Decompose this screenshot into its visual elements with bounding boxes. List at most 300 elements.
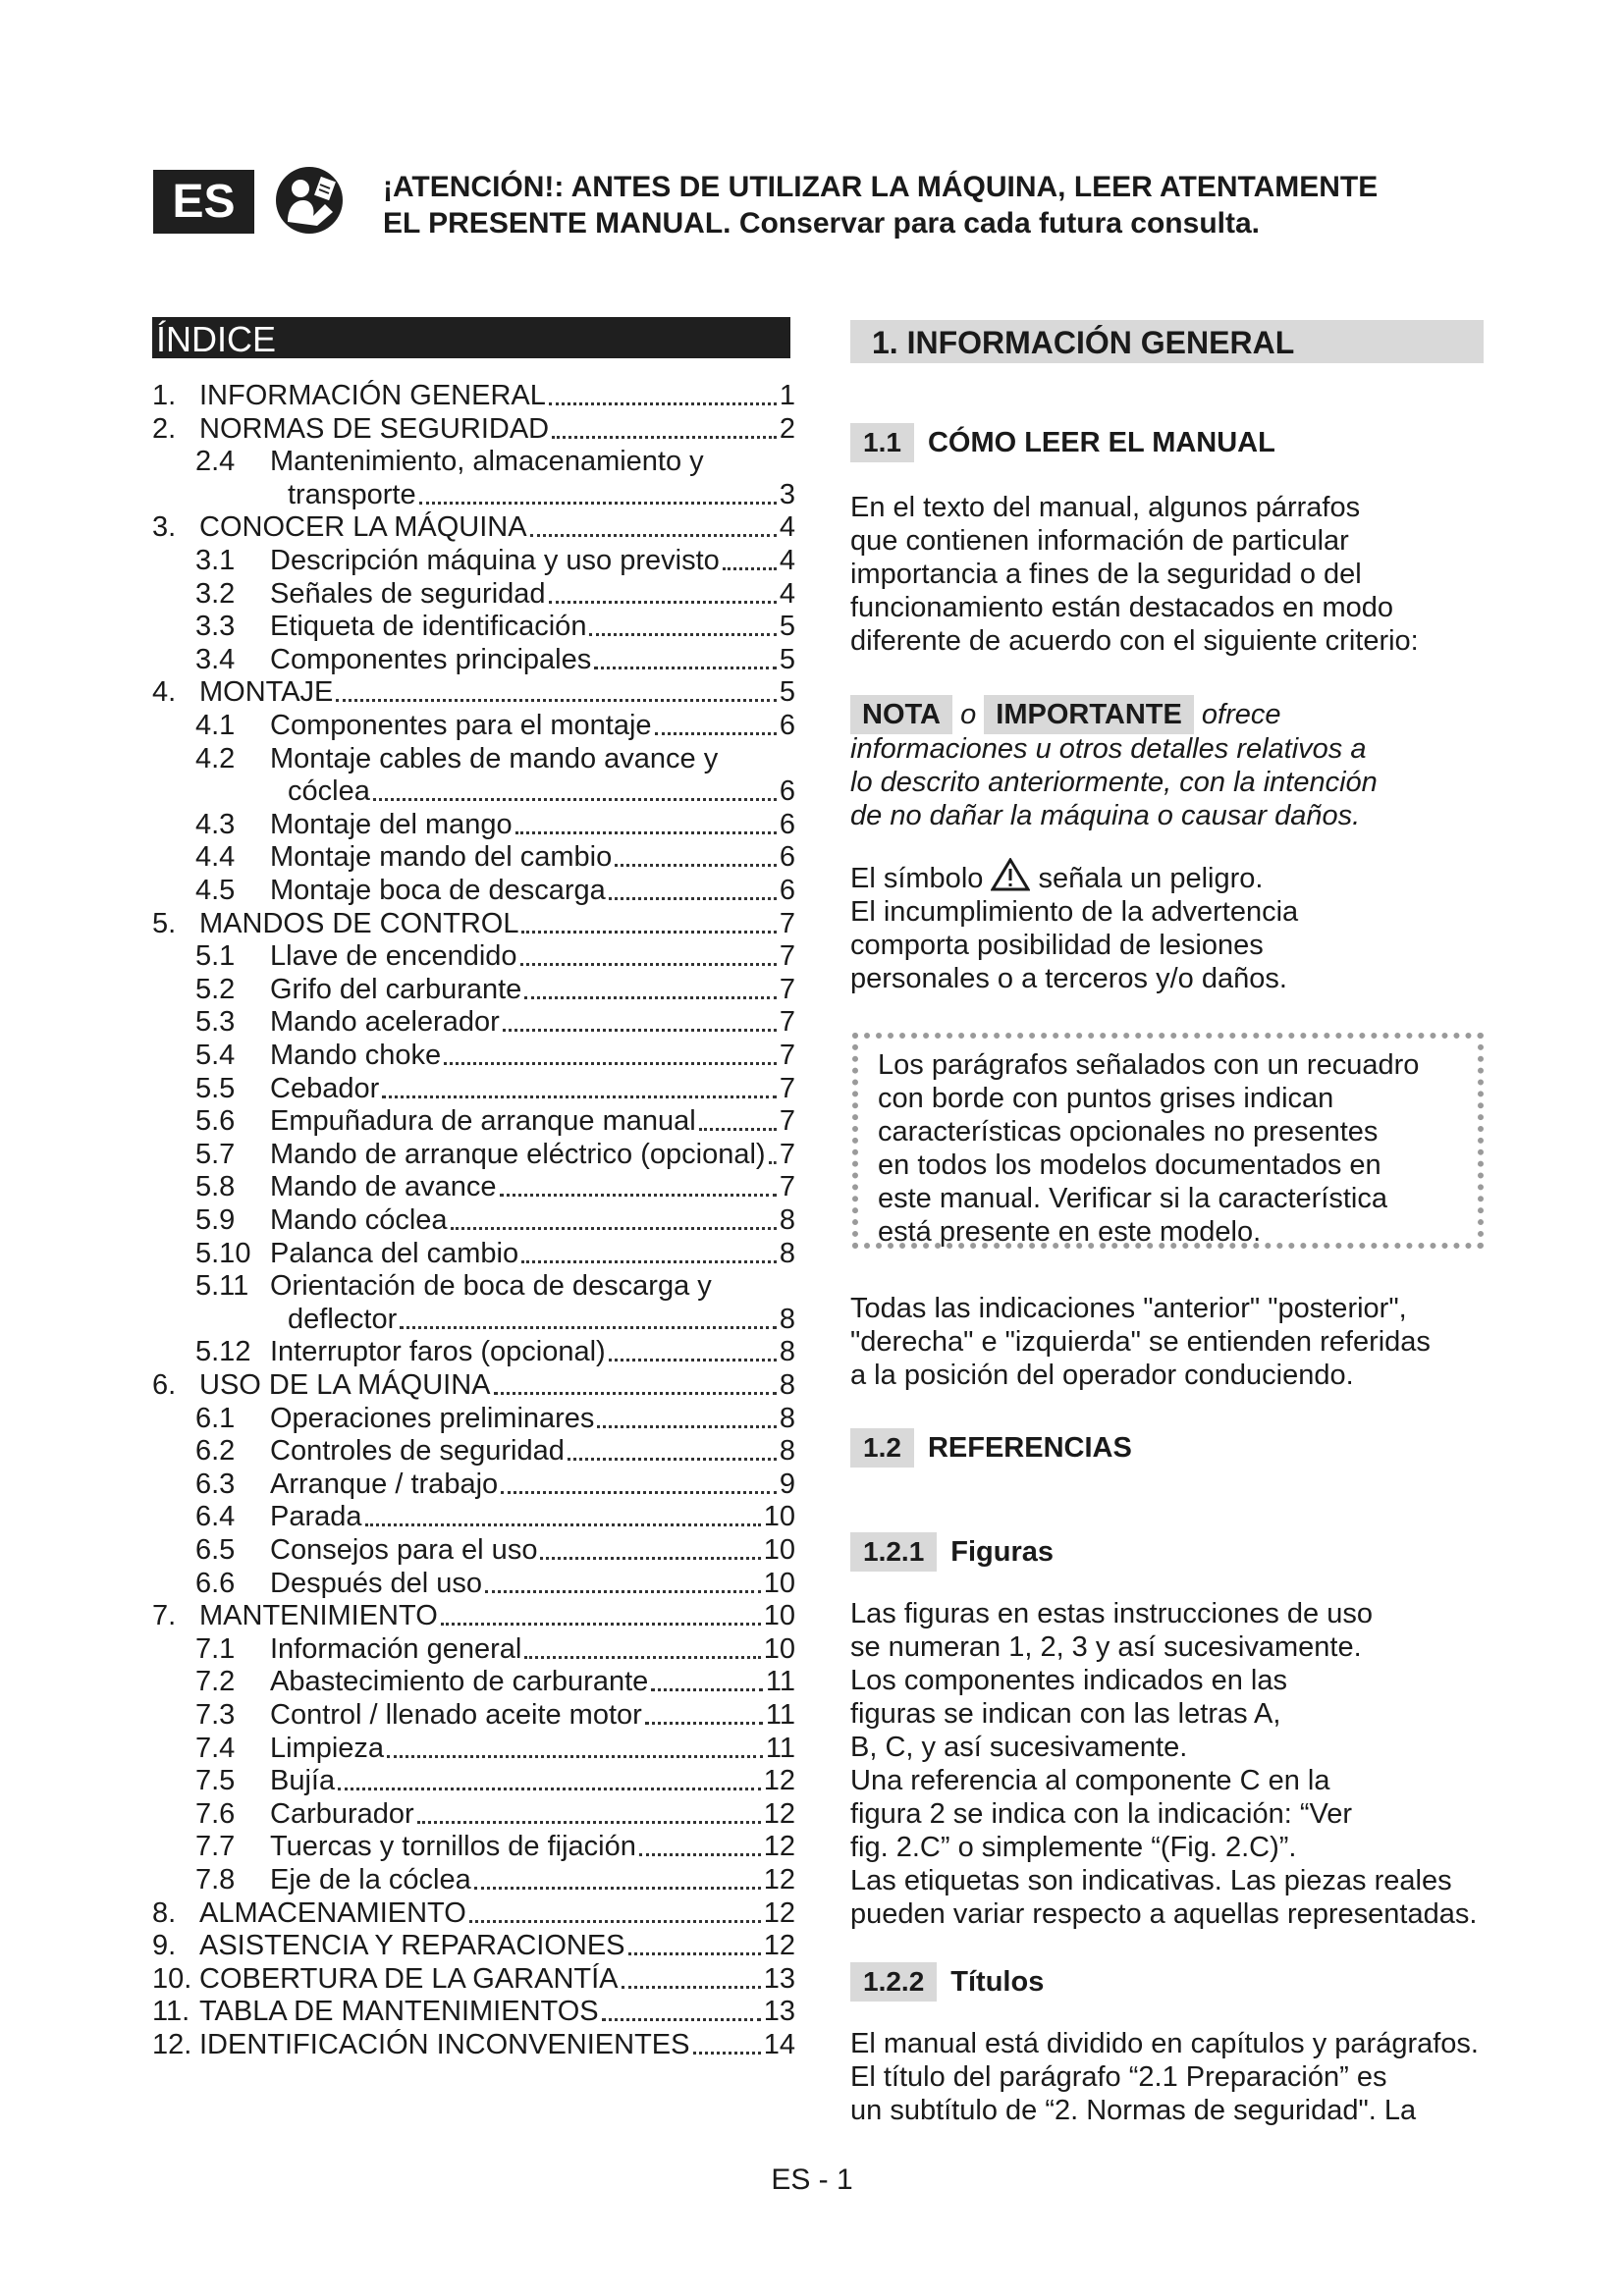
- toc-number: 6.5: [195, 1534, 236, 1566]
- toc-number: 12.: [152, 2029, 192, 2060]
- intro-paragraph: [850, 491, 1498, 658]
- toc-title: Montaje boca de descarga: [270, 875, 606, 906]
- section-title: CÓMO LEER EL MANUAL: [927, 426, 1275, 458]
- toc-title: Palanca del cambio: [270, 1237, 519, 1269]
- toc-entry-continuation: [270, 774, 795, 808]
- toc-entry: [195, 445, 795, 478]
- toc-number: 4.2: [195, 742, 236, 774]
- text-fragment: El símbolo: [850, 863, 984, 894]
- toc-entry-continuation: [270, 478, 795, 511]
- toc-entry: [195, 1402, 795, 1435]
- text-line: "derecha" e "izquierda" se entienden referidas: [850, 1326, 1431, 1358]
- toc-entry: [195, 1665, 795, 1698]
- toc-number: 4.1: [195, 710, 236, 741]
- leader-dots: [520, 963, 777, 966]
- toc-number: 5.1: [195, 940, 236, 973]
- warning-line-1: ¡ATENCIÓN!: ANTES DE UTILIZAR LA MÁQUINA, LEER ATENTAMENTE: [383, 171, 1379, 203]
- toc-title: Después del uso: [270, 1567, 483, 1599]
- note-important-paragraph: [850, 695, 1498, 832]
- toc-page: 7: [779, 1138, 795, 1170]
- text-line: un subtítulo de “2. Normas de seguridad". La: [850, 2095, 1417, 2126]
- toc-entry: [195, 1468, 795, 1501]
- leader-dots: [568, 1458, 777, 1461]
- toc-page: 14: [763, 2029, 795, 2060]
- toc-number: 5.3: [195, 1006, 236, 1039]
- toc-entry: [152, 1929, 795, 1962]
- toc-title: Información general: [270, 1632, 522, 1665]
- leader-dots: [521, 931, 776, 934]
- figures-paragraph: [850, 1597, 1498, 1931]
- toc-title: MONTAJE: [199, 676, 334, 709]
- text-line: importancia a fines de la seguridad o del: [850, 559, 1362, 590]
- toc-page: 5: [779, 676, 795, 709]
- toc-title: NORMAS DE SEGURIDAD: [199, 412, 550, 445]
- toc-entry: [152, 1368, 795, 1402]
- leader-dots: [400, 1326, 777, 1329]
- attention-warning: [383, 169, 1463, 241]
- text-line: B, C, y así sucesivamente.: [850, 1732, 1188, 1763]
- text-line: de no dañar la máquina o causar daños.: [850, 800, 1361, 831]
- toc-number: 7.: [152, 1600, 177, 1632]
- toc-entry: [195, 1335, 795, 1368]
- toc-page: 7: [779, 1105, 795, 1138]
- toc-title: Señales de seguridad: [270, 577, 546, 610]
- text-line: personales o a terceros y/o daños.: [850, 963, 1287, 994]
- section-1-title-bar: [850, 320, 1484, 363]
- leader-dots: [521, 1260, 777, 1263]
- leader-dots: [524, 996, 777, 999]
- text-line: El incumplimiento de la advertencia: [850, 896, 1299, 928]
- toc-entry: [152, 1896, 795, 1930]
- toc-title: Consejos para el uso: [270, 1534, 538, 1566]
- text-line: Las figuras en estas instrucciones de uso: [850, 1598, 1373, 1629]
- toc-page: 4: [779, 577, 795, 610]
- toc-title: Limpieza: [270, 1732, 385, 1764]
- toc-number: 7.6: [195, 1797, 236, 1830]
- warning-line-2: EL PRESENTE MANUAL. Conservar para cada futura consulta.: [383, 207, 1260, 240]
- toc-number: 7.5: [195, 1765, 236, 1797]
- toc-page: 8: [779, 1369, 795, 1401]
- toc-title: IDENTIFICACIÓN INCONVENIENTES: [199, 2029, 690, 2060]
- toc-title: Montaje cables de mando avance y: [270, 742, 719, 774]
- toc-entry: [195, 1005, 795, 1039]
- leader-dots: [693, 2052, 761, 2055]
- toc-page: 12: [763, 1797, 795, 1830]
- leader-dots: [602, 2018, 761, 2021]
- leader-dots: [474, 1887, 761, 1890]
- section-1-2-1-heading: [850, 1532, 1054, 1572]
- toc-title: MANDOS DE CONTROL: [199, 907, 519, 939]
- text-line: Una referencia al componente C en la: [850, 1765, 1330, 1796]
- read-manual-icon: [274, 165, 345, 236]
- leader-dots: [365, 1523, 761, 1526]
- toc-number: 3.: [152, 511, 177, 544]
- toc-number: 4.: [152, 676, 177, 709]
- leader-dots: [609, 897, 777, 900]
- toc-page: 12: [763, 1765, 795, 1797]
- leader-dots: [382, 1095, 777, 1098]
- toc-entry: [195, 1500, 795, 1533]
- toc-number: 6.6: [195, 1567, 236, 1599]
- toc-title: Orientación de boca de descarga y: [270, 1270, 712, 1303]
- toc-title: Mando de avance: [270, 1171, 497, 1203]
- toc-entry: [195, 1170, 795, 1203]
- leader-dots: [419, 502, 777, 505]
- toc-title: Tuercas y tornillos de fijación: [270, 1831, 636, 1863]
- toc-number: 1.: [152, 380, 177, 411]
- text-line: informaciones u otros detalles relativos a: [850, 733, 1367, 765]
- toc-title: Interruptor faros (opcional): [270, 1336, 606, 1368]
- leader-dots: [609, 1359, 777, 1362]
- importante-label: IMPORTANTE: [984, 695, 1194, 734]
- leader-dots: [597, 1425, 776, 1428]
- or-word: o: [960, 699, 977, 730]
- leader-dots: [515, 831, 777, 834]
- toc-page: 7: [779, 940, 795, 973]
- leader-dots: [485, 1590, 761, 1593]
- toc-page: 12: [763, 1864, 795, 1896]
- leader-dots: [769, 1161, 777, 1164]
- toc-page: 8: [779, 1204, 795, 1236]
- leader-dots: [723, 567, 777, 570]
- toc-number: 5.9: [195, 1204, 236, 1236]
- leader-dots: [622, 1986, 761, 1989]
- toc-page: 10: [763, 1600, 795, 1632]
- warning-triangle-icon: [991, 858, 1030, 891]
- toc-number: 5.10: [195, 1237, 251, 1269]
- toc-page: 6: [779, 841, 795, 874]
- text-line: que contienen información de particular: [850, 525, 1349, 557]
- toc-entry: [195, 1764, 795, 1797]
- toc-number: 3.2: [195, 577, 236, 610]
- toc-number: 7.4: [195, 1732, 236, 1764]
- text-line: El manual está dividido en capítulos y parágrafos.: [850, 2028, 1479, 2059]
- titles-paragraph: [850, 2027, 1498, 2127]
- leader-dots: [651, 1688, 763, 1691]
- toc-entry: [195, 874, 795, 907]
- toc-title: Abastecimiento de carburante: [270, 1666, 649, 1698]
- toc-page: 10: [763, 1632, 795, 1665]
- toc-entry: [195, 1104, 795, 1138]
- toc-page: 1: [779, 380, 795, 411]
- section-1-1-heading: [850, 423, 1275, 462]
- toc-page: 13: [763, 1996, 795, 2028]
- toc-entry: [152, 2028, 795, 2061]
- toc-entry: [195, 1072, 795, 1105]
- toc-page: 12: [763, 1896, 795, 1929]
- toc-page: 9: [779, 1468, 795, 1500]
- text-line: Las etiquetas son indicativas. Las piezas reales: [850, 1865, 1452, 1896]
- toc-page: 11: [765, 1699, 795, 1731]
- leader-dots: [530, 534, 777, 537]
- toc-page: 13: [763, 1962, 795, 1995]
- leader-dots: [503, 1029, 777, 1032]
- toc-number: 5.8: [195, 1171, 236, 1203]
- toc-entry: [152, 675, 795, 709]
- toc-page: 11: [765, 1732, 795, 1764]
- toc-number: 6.3: [195, 1468, 236, 1500]
- page-number: ES - 1: [771, 2163, 853, 2196]
- toc-entry: [195, 577, 795, 611]
- toc-entry: [195, 742, 795, 775]
- toc-page: 7: [779, 1040, 795, 1071]
- toc-entry: [195, 973, 795, 1006]
- toc-page: 7: [779, 1072, 795, 1104]
- section-number: 1.2: [850, 1428, 914, 1468]
- text-line: El título del parágrafo “2.1 Preparación” es: [850, 2061, 1387, 2093]
- toc-page: 8: [779, 1237, 795, 1269]
- toc-title: MANTENIMIENTO: [199, 1600, 438, 1632]
- toc-entry: [195, 610, 795, 643]
- toc-entry: [195, 1039, 795, 1072]
- danger-symbol-paragraph: [850, 858, 1498, 995]
- toc-entry: [195, 840, 795, 874]
- toc-number: 5.6: [195, 1105, 236, 1138]
- toc-number: 5.: [152, 907, 177, 939]
- text-line: con borde con puntos grises indican: [878, 1083, 1334, 1114]
- toc-entry: [195, 1863, 795, 1896]
- toc-title: Mantenimiento, almacenamiento y: [270, 446, 704, 478]
- toc-number: 2.: [152, 412, 177, 445]
- toc-title: Bujía: [270, 1765, 336, 1797]
- leader-dots: [594, 667, 777, 669]
- toc-title-continuation: transporte: [288, 478, 416, 510]
- toc-number: 5.5: [195, 1072, 236, 1104]
- toc-title: ASISTENCIA Y REPARACIONES: [199, 1930, 625, 1962]
- toc-title: Componentes principales: [270, 643, 592, 675]
- toc-page: 5: [779, 643, 795, 675]
- toc-page: 7: [779, 1171, 795, 1203]
- toc-title-continuation: deflector: [288, 1303, 398, 1335]
- toc-entry: [195, 1237, 795, 1270]
- toc-title: Controles de seguridad: [270, 1435, 565, 1468]
- toc-title: Empuñadura de arranque manual: [270, 1105, 696, 1138]
- toc-page: 10: [763, 1501, 795, 1533]
- leader-dots: [373, 798, 777, 801]
- text-line: a la posición del operador conduciendo.: [850, 1360, 1354, 1391]
- index-title-bar: [152, 317, 790, 358]
- text-line: En el texto del manual, algunos párrafos: [850, 492, 1361, 523]
- toc-page: 4: [779, 545, 795, 576]
- leader-dots: [417, 1821, 761, 1824]
- toc-page: 10: [763, 1567, 795, 1599]
- toc-page: 11: [765, 1666, 795, 1698]
- toc-number: 6.2: [195, 1435, 236, 1468]
- text-line: se numeran 1, 2, 3 y así sucesivamente.: [850, 1631, 1362, 1663]
- toc-title: Parada: [270, 1501, 362, 1533]
- toc-number: 5.2: [195, 973, 236, 1005]
- toc-title: Etiqueta de identificación: [270, 611, 587, 643]
- toc-page: 6: [779, 808, 795, 840]
- toc-number: 10.: [152, 1962, 192, 1995]
- text-line: comporta posibilidad de lesiones: [850, 930, 1264, 961]
- toc-entry: [152, 1599, 795, 1632]
- toc-title: Eje de la cóclea: [270, 1864, 471, 1896]
- toc-number: 7.8: [195, 1864, 236, 1896]
- toc-entry: [195, 1632, 795, 1666]
- toc-title: Llave de encendido: [270, 940, 517, 973]
- toc-title: Arranque / trabajo: [270, 1468, 499, 1500]
- toc-entry: [195, 1138, 795, 1171]
- toc-entry: [195, 808, 795, 841]
- toc-page: 5: [779, 611, 795, 643]
- text-line: figura 2 se indica con la indicación: “Ver: [850, 1798, 1353, 1830]
- toc-title: Mando de arranque eléctrico (opcional): [270, 1138, 766, 1170]
- toc-page: 6: [779, 710, 795, 741]
- toc-entry: [152, 379, 795, 412]
- leader-dots: [699, 1128, 777, 1131]
- toc-title: COBERTURA DE LA GARANTÍA: [199, 1962, 619, 1995]
- toc-title: USO DE LA MÁQUINA: [199, 1369, 491, 1401]
- toc-title: Cebador: [270, 1072, 380, 1104]
- toc-title: CONOCER LA MÁQUINA: [199, 511, 527, 544]
- leader-dots: [387, 1755, 763, 1758]
- text-line: funcionamiento están destacados en modo: [850, 592, 1393, 623]
- toc-title: Montaje del mango: [270, 808, 513, 840]
- toc-entry: [195, 1830, 795, 1863]
- toc-entry: [195, 1533, 795, 1567]
- text-line: fig. 2.C” o simplemente “(Fig. 2.C)”.: [850, 1832, 1297, 1863]
- toc-page: 7: [779, 973, 795, 1005]
- leader-dots: [336, 699, 776, 702]
- toc-page: 2: [779, 412, 795, 445]
- toc-entry: [195, 709, 795, 742]
- toc-page: 6: [779, 775, 795, 808]
- text-line: en todos los modelos documentados en: [878, 1149, 1381, 1181]
- section-1-2-heading: [850, 1428, 1132, 1468]
- toc-number: 4.3: [195, 808, 236, 840]
- toc-title: TABLA DE MANTENIMIENTOS: [199, 1996, 599, 2028]
- leader-dots: [500, 1194, 777, 1197]
- text-line: figuras se indican con las letras A,: [850, 1698, 1281, 1730]
- toc-page: 12: [763, 1831, 795, 1863]
- toc-number: 7.2: [195, 1666, 236, 1698]
- toc-entry: [195, 1797, 795, 1831]
- toc-page: 10: [763, 1534, 795, 1566]
- toc-page: 8: [779, 1435, 795, 1468]
- leader-dots: [589, 633, 776, 636]
- toc-number: 4.4: [195, 841, 236, 874]
- leader-dots: [501, 1491, 777, 1494]
- text-line: Los parágrafos señalados con un recuadro: [878, 1049, 1420, 1081]
- toc-number: 3.4: [195, 643, 236, 675]
- toc-title: Descripción máquina y uso previsto: [270, 545, 720, 576]
- toc-page: 12: [763, 1930, 795, 1962]
- toc-title: Mando acelerador: [270, 1006, 500, 1039]
- toc-page: 7: [779, 907, 795, 939]
- toc-entry: [152, 412, 795, 446]
- toc-title-continuation: cóclea: [288, 775, 370, 808]
- toc-page: 3: [779, 478, 795, 510]
- section-number: 1.2.2: [850, 1962, 937, 2002]
- toc-number: 11.: [152, 1996, 190, 2028]
- toc-number: 6.: [152, 1369, 177, 1401]
- leader-dots: [552, 436, 777, 439]
- toc-title: Carburador: [270, 1797, 414, 1830]
- text-line: pueden variar respecto a aquellas representadas.: [850, 1898, 1478, 1930]
- toc-entry: [195, 1732, 795, 1765]
- toc-entry: [152, 510, 795, 544]
- section-number: 1.2.1: [850, 1532, 937, 1572]
- toc-entry: [152, 907, 795, 940]
- direction-paragraph: [850, 1292, 1498, 1392]
- leader-dots: [451, 1227, 777, 1230]
- toc-number: 3.3: [195, 611, 236, 643]
- toc-number: 3.1: [195, 545, 236, 576]
- leader-dots: [469, 1920, 761, 1923]
- toc-title: Operaciones preliminares: [270, 1402, 595, 1434]
- toc-number: 5.11: [195, 1270, 249, 1303]
- toc-entry: [195, 544, 795, 577]
- toc-title: Componentes para el montaje: [270, 710, 652, 741]
- toc-title: Mando choke: [270, 1040, 442, 1071]
- nota-label: NOTA: [850, 695, 952, 734]
- toc-number: 6.1: [195, 1402, 236, 1434]
- toc-number: 8.: [152, 1896, 177, 1929]
- toc-entry-continuation: [270, 1303, 795, 1336]
- toc-entry: [152, 1995, 795, 2028]
- leader-dots: [338, 1788, 761, 1790]
- leader-dots: [524, 1656, 760, 1659]
- text-line: Los componentes indicados en las: [850, 1665, 1287, 1696]
- toc-number: 6.4: [195, 1501, 236, 1533]
- toc-number: 5.12: [195, 1336, 251, 1368]
- toc-number: 7.3: [195, 1699, 236, 1731]
- toc-number: 5.4: [195, 1040, 236, 1071]
- toc-entry: [195, 939, 795, 973]
- section-number: 1.1: [850, 423, 914, 462]
- toc-number: 9.: [152, 1930, 177, 1962]
- offers-word: ofrece: [1201, 699, 1281, 730]
- optional-feature-box: [852, 1033, 1484, 1249]
- toc-page: 4: [779, 511, 795, 544]
- section-title: REFERENCIAS: [927, 1431, 1132, 1464]
- toc-title: Montaje mando del cambio: [270, 841, 613, 874]
- section-1-2-2-heading: [850, 1962, 1044, 2002]
- section-title: Figuras: [950, 1535, 1055, 1568]
- toc-page: 8: [779, 1303, 795, 1335]
- toc-entry: [195, 1203, 795, 1237]
- section-1-title: 1. INFORMACIÓN GENERAL: [872, 325, 1295, 360]
- toc-entry: [195, 643, 795, 676]
- leader-dots: [540, 1557, 760, 1560]
- text-line: lo descrito anteriormente, con la intención: [850, 767, 1378, 798]
- leader-dots: [639, 1853, 761, 1856]
- toc-title: Mando cóclea: [270, 1204, 448, 1236]
- leader-dots: [549, 601, 777, 604]
- toc-entry: [195, 1567, 795, 1600]
- toc-title: INFORMACIÓN GENERAL: [199, 380, 546, 411]
- text-line: diferente de acuerdo con el siguiente criterio:: [850, 625, 1419, 657]
- toc-entry: [152, 1962, 795, 1996]
- toc-title: Grifo del carburante: [270, 973, 522, 1005]
- toc-page: 6: [779, 875, 795, 906]
- toc-title: ALMACENAMIENTO: [199, 1896, 466, 1929]
- toc-title: Control / llenado aceite motor: [270, 1699, 642, 1731]
- toc-number: 4.5: [195, 875, 236, 906]
- leader-dots: [645, 1722, 763, 1725]
- language-badge: ES: [153, 170, 254, 234]
- toc-page: 8: [779, 1402, 795, 1434]
- toc-page: 8: [779, 1336, 795, 1368]
- leader-dots: [628, 1952, 761, 1955]
- leader-dots: [615, 864, 777, 867]
- index-title: ÍNDICE: [156, 319, 277, 359]
- text-fragment: señala un peligro.: [1038, 863, 1264, 894]
- leader-dots: [655, 732, 777, 735]
- leader-dots: [494, 1392, 777, 1395]
- toc-number: 5.7: [195, 1138, 236, 1170]
